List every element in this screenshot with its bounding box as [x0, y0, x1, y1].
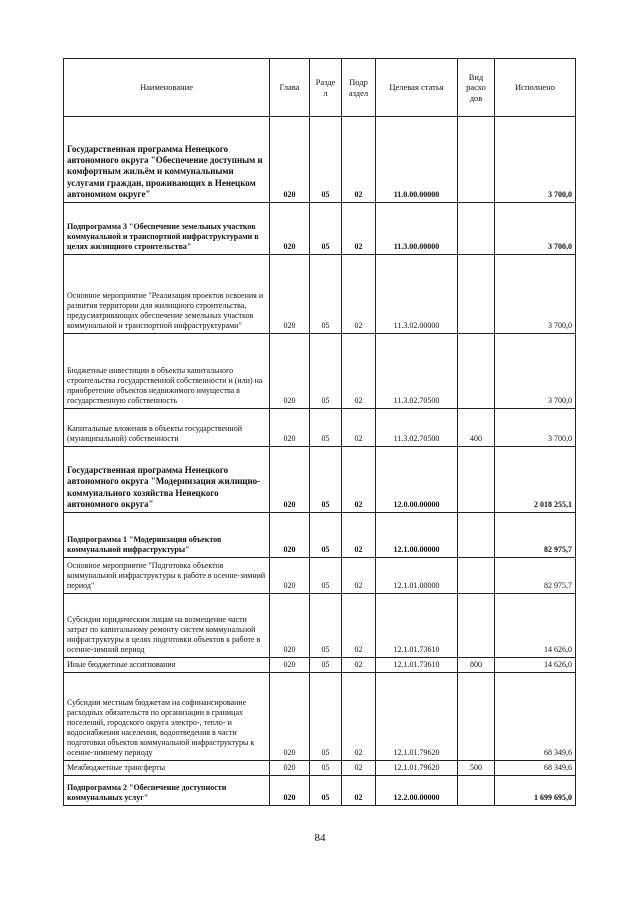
table-row: [64, 776, 576, 806]
row-glava: 020: [270, 673, 310, 761]
row-podrazdel: 02: [342, 594, 376, 658]
row-glava: 020: [270, 255, 310, 334]
row-razdel: 05: [310, 658, 342, 673]
row-vid: [458, 255, 495, 334]
row-podrazdel: 02: [342, 776, 376, 806]
row-glava: 020: [270, 409, 310, 447]
row-vid: 400: [458, 409, 495, 447]
header-vid: Вид расхо дов: [458, 59, 495, 117]
row-vid: [458, 117, 495, 203]
row-name: Субсидии юридическим лицам на возмещение части затрат по капитальному ремонту систем коммунальной инфраструктуры в целях подготовки объектов к работе в осенне-зимний период: [64, 594, 270, 658]
row-razdel: 05: [310, 558, 342, 594]
row-glava: 020: [270, 117, 310, 203]
table-row: [64, 409, 576, 447]
row-vid: 500: [458, 761, 495, 776]
row-done: 14 626,0: [495, 594, 576, 658]
row-podrazdel: 02: [342, 673, 376, 761]
row-razdel: 05: [310, 409, 342, 447]
row-podrazdel: 02: [342, 761, 376, 776]
table-row: [64, 658, 576, 673]
row-razdel: 05: [310, 673, 342, 761]
row-name: Капитальные вложения в объекты государственной (муниципальной) собственности: [64, 409, 270, 447]
row-done: 68 349,6: [495, 761, 576, 776]
table-row: [64, 117, 576, 203]
row-razdel: 05: [310, 117, 342, 203]
row-glava: 020: [270, 447, 310, 513]
row-glava: 020: [270, 558, 310, 594]
row-razdel: 05: [310, 513, 342, 558]
row-vid: 800: [458, 658, 495, 673]
row-name: Государственная программа Ненецкого автономного округа "Модернизация жилищно-коммунального хозяйства Ненецкого автономного округа": [64, 447, 270, 513]
row-done: 82 975,7: [495, 513, 576, 558]
row-done: 14 626,0: [495, 658, 576, 673]
row-razdel: 05: [310, 255, 342, 334]
header-glava: Глава: [270, 59, 310, 117]
row-name: Субсидии местным бюджетам на софинансирование расходных обязательств по организации в границах поселений, городского округа электро-, тепло- и водоснабжения населения, водоотведения в части подготовки объектов коммунальной инфраструктуры к осенне-зимнему периоду: [64, 673, 270, 761]
row-vid: [458, 558, 495, 594]
row-glava: 020: [270, 761, 310, 776]
row-name: Иные бюджетные ассигнования: [64, 658, 270, 673]
row-vid: [458, 776, 495, 806]
row-podrazdel: 02: [342, 409, 376, 447]
row-vid: [458, 203, 495, 255]
table-row: [64, 558, 576, 594]
row-podrazdel: 02: [342, 513, 376, 558]
row-glava: 020: [270, 594, 310, 658]
row-target: 11.3.02.70500: [376, 334, 458, 409]
table-header-row: [64, 59, 576, 117]
row-name: Бюджетные инвестиции в объекты капитального строительства государственной собственности и (или) на приобретение объектов недвижимого имущества в государственную собственность: [64, 334, 270, 409]
row-name: Межбюджетные трансферты: [64, 761, 270, 776]
table-row: [64, 761, 576, 776]
row-target: 11.3.02.70500: [376, 409, 458, 447]
row-razdel: 05: [310, 761, 342, 776]
table-row: [64, 447, 576, 513]
row-target: 12.1.01.00000: [376, 558, 458, 594]
row-target: 12.1.01.79620: [376, 761, 458, 776]
row-done: 3 700,0: [495, 409, 576, 447]
row-target: 12.1.00.00000: [376, 513, 458, 558]
row-done: 2 018 255,1: [495, 447, 576, 513]
row-podrazdel: 02: [342, 558, 376, 594]
row-done: 3 700,0: [495, 203, 576, 255]
row-vid: [458, 513, 495, 558]
row-name: Государственная программа Ненецкого автономного округа "Обеспечение доступным и комфортным жильём и коммунальными услугами граждан, проживающих в Ненецком автономном округе": [64, 117, 270, 203]
header-done: Исполнено: [495, 59, 576, 117]
row-podrazdel: 02: [342, 255, 376, 334]
header-razdel: Разде л: [310, 59, 342, 117]
row-target: 12.1.01.73610: [376, 658, 458, 673]
table-row: [64, 255, 576, 334]
row-podrazdel: 02: [342, 658, 376, 673]
row-target: 12.0.00.00000: [376, 447, 458, 513]
header-podrazdel: Подр аздел: [342, 59, 376, 117]
row-vid: [458, 673, 495, 761]
row-vid: [458, 447, 495, 513]
row-razdel: 05: [310, 447, 342, 513]
header-target: Целевая статья: [376, 59, 458, 117]
row-razdel: 05: [310, 594, 342, 658]
page-number: 84: [314, 832, 326, 844]
row-done: 1 699 695,0: [495, 776, 576, 806]
row-vid: [458, 334, 495, 409]
row-target: 12.1.01.79620: [376, 673, 458, 761]
row-name: Подпрограмма 3 "Обеспечение земельных участков коммунальной и транспортной инфраструктурами в целях жилищного строительства": [64, 203, 270, 255]
header-name: Наименование: [64, 59, 270, 117]
row-name: Основное мероприятие "Реализация проектов освоения и развития территории для жилищного строительства, предусматривающих обеспечение земельных участков коммунальной и транспортной инфраструктурами": [64, 255, 270, 334]
row-done: 3 700,0: [495, 255, 576, 334]
row-name: Подпрограмма 2 "Обеспечение доступности коммунальных услуг": [64, 776, 270, 806]
table-row: [64, 673, 576, 761]
budget-table: [63, 58, 576, 806]
table-row: [64, 594, 576, 658]
row-razdel: 05: [310, 334, 342, 409]
row-glava: 020: [270, 776, 310, 806]
row-podrazdel: 02: [342, 447, 376, 513]
table-row: [64, 513, 576, 558]
row-glava: 020: [270, 513, 310, 558]
row-glava: 020: [270, 334, 310, 409]
row-razdel: 05: [310, 776, 342, 806]
row-done: 82 975,7: [495, 558, 576, 594]
row-target: 12.1.01.73610: [376, 594, 458, 658]
row-done: 3 700,0: [495, 334, 576, 409]
row-name: Основное мероприятие "Подготовка объектов коммунальной инфраструктуры к работе в осенне-зимний период": [64, 558, 270, 594]
row-target: 11.3.02.00000: [376, 255, 458, 334]
row-target: 12.2.00.00000: [376, 776, 458, 806]
table-row: [64, 203, 576, 255]
row-podrazdel: 02: [342, 334, 376, 409]
row-razdel: 05: [310, 203, 342, 255]
row-podrazdel: 02: [342, 117, 376, 203]
row-podrazdel: 02: [342, 203, 376, 255]
table-row: [64, 334, 576, 409]
row-glava: 020: [270, 658, 310, 673]
row-name: Подпрограмма 1 "Модернизация объектов коммунальной инфраструктуры": [64, 513, 270, 558]
row-vid: [458, 594, 495, 658]
row-done: 3 700,0: [495, 117, 576, 203]
row-glava: 020: [270, 203, 310, 255]
row-done: 68 349,6: [495, 673, 576, 761]
row-target: 11.0.00.00000: [376, 117, 458, 203]
row-target: 11.3.00.00000: [376, 203, 458, 255]
